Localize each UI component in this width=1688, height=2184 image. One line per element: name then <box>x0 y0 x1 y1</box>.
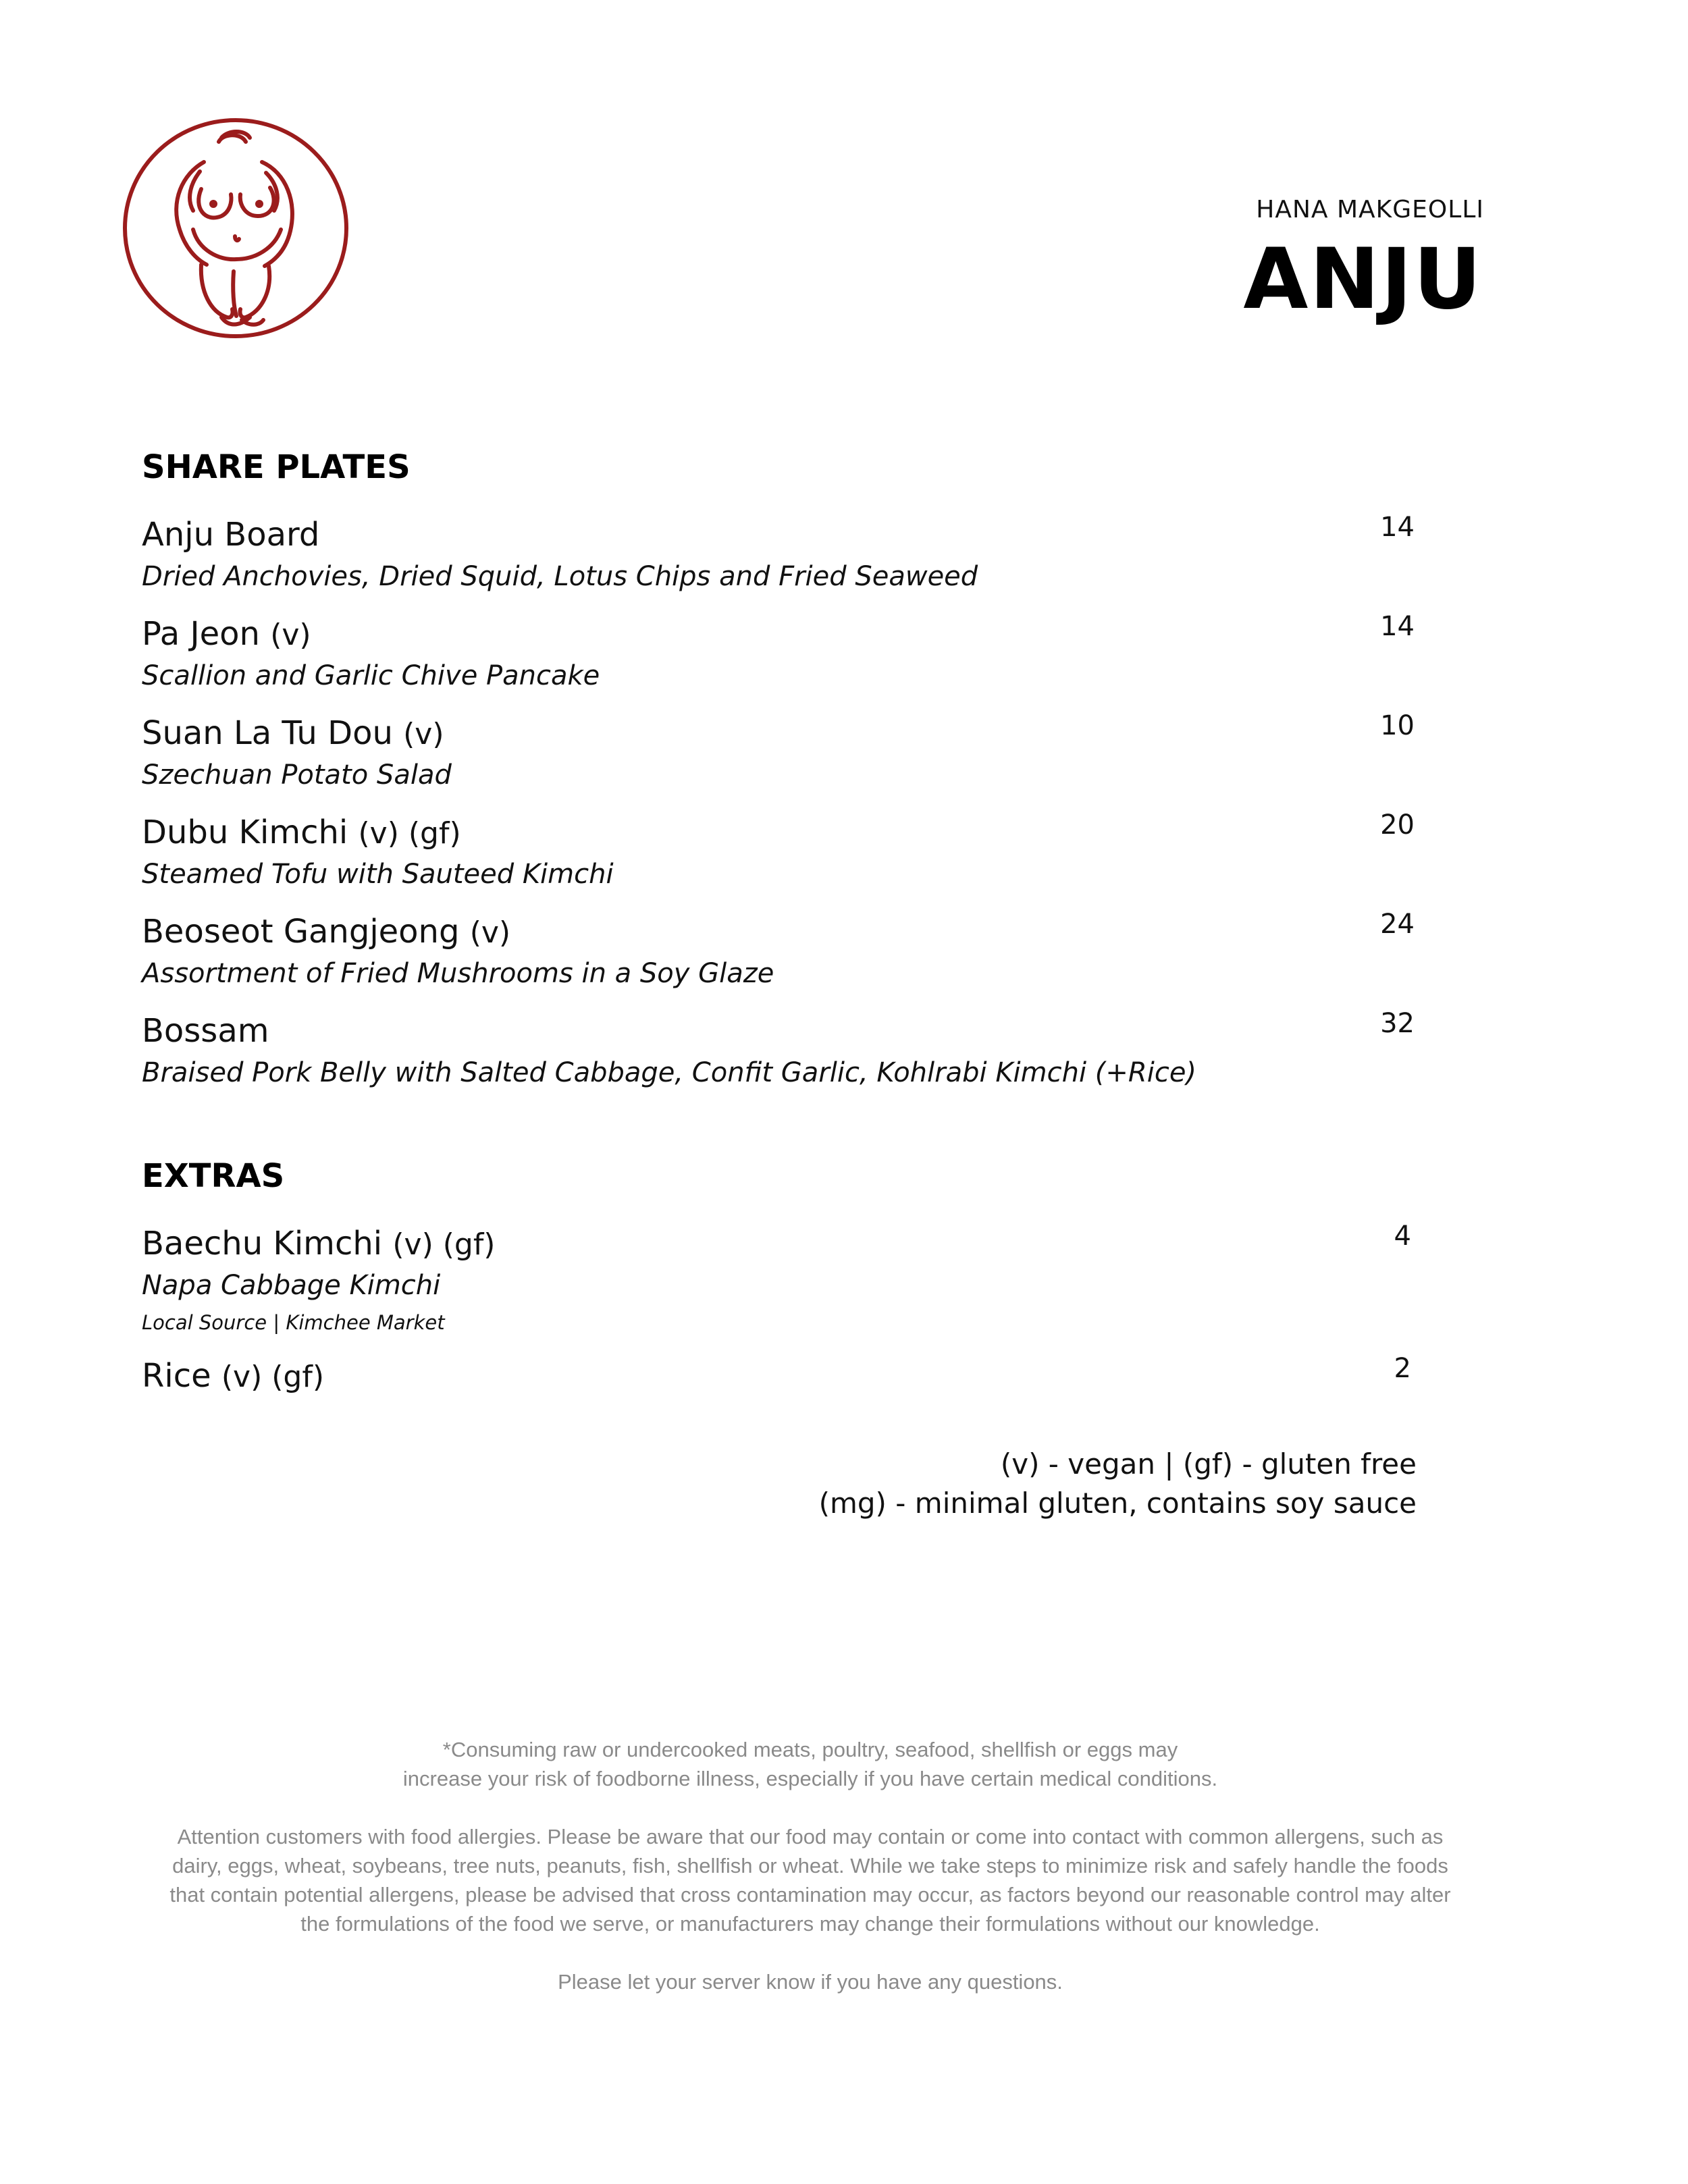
dietary-tags: (v) (gf) <box>358 816 461 851</box>
dietary-tags: (v) (gf) <box>392 1227 496 1262</box>
allergy-notice: Attention customers with food allergies. Please be aware that our food may contain or come into contact with common allergens, such as dairy, eggs, wheat, soybeans, tree nuts, peanuts, fish, shellfish or wheat. While we take steps to minimize risk and safely handle the foods that contain potential allergens, please be advised that cross contamination may occur, as factors beyond our reasonable control may alter the formulations of the food we serve, or manufacturers may change their formulations without our knowledge. <box>169 1825 1451 1936</box>
item-price: 14 <box>1380 512 1415 543</box>
consumer-advisory: *Consuming raw or undercooked meats, poultry, seafood, shellfish or eggs may increase your risk of foodborne illness, especially if you have certain medical conditions. <box>402 1738 1218 1790</box>
dietary-tags: (v) <box>270 618 311 652</box>
dietary-tags: (v) <box>403 717 444 751</box>
item-price: 2 <box>1394 1353 1411 1384</box>
share-plates-section <box>142 448 1425 1111</box>
item-name: Suan La Tu Dou (v) <box>142 714 444 752</box>
menu-item <box>142 1221 1425 1357</box>
extras-section <box>142 1157 1425 1456</box>
item-price: 32 <box>1380 1008 1415 1039</box>
item-price: 4 <box>1394 1221 1411 1252</box>
section-title: EXTRAS <box>142 1157 285 1195</box>
item-source: Local Source | Kimchee Market <box>142 1311 445 1334</box>
item-name: Anju Board <box>142 516 320 554</box>
dietary-legend <box>819 1445 1417 1523</box>
item-name: Beoseot Gangjeong (v) <box>142 913 511 951</box>
restaurant-name: HANA MAKGEOLLI <box>1256 196 1484 223</box>
legend-line: (v) - vegan | (gf) - gluten free <box>1000 1447 1417 1481</box>
item-name: Dubu Kimchi (v) (gf) <box>142 814 461 851</box>
item-description: Szechuan Potato Salad <box>142 760 452 791</box>
figure-in-circle-logo <box>120 115 351 342</box>
questions-note: Please let your server know if you have any questions. <box>558 1970 1063 1994</box>
menu-item <box>142 809 1425 913</box>
item-name: Baechu Kimchi (v) (gf) <box>142 1225 496 1262</box>
menu-item <box>142 1353 1425 1456</box>
item-price: 10 <box>1380 710 1415 741</box>
item-name: Bossam <box>142 1012 269 1050</box>
item-price: 24 <box>1380 909 1415 940</box>
page-title: ANJU <box>1243 231 1483 328</box>
item-description: Dried Anchovies, Dried Squid, Lotus Chips and Fried Seaweed <box>142 561 978 592</box>
item-description: Assortment of Fried Mushrooms in a Soy Glaze <box>142 958 774 989</box>
item-name: Rice (v) (gf) <box>142 1357 324 1395</box>
item-description: Braised Pork Belly with Salted Cabbage, Confit Garlic, Kohlrabi Kimchi (+Rice) <box>142 1057 1197 1088</box>
item-description: Steamed Tofu with Sauteed Kimchi <box>142 859 614 890</box>
item-price: 20 <box>1380 809 1415 841</box>
menu-item <box>142 1008 1425 1111</box>
menu-item <box>142 512 1425 615</box>
item-price: 14 <box>1380 611 1415 642</box>
dietary-tags: (v) <box>469 915 511 950</box>
legend-line: (mg) - minimal gluten, contains soy sauce <box>818 1487 1417 1520</box>
item-name: Pa Jeon (v) <box>142 615 311 653</box>
menu-item <box>142 710 1425 814</box>
footer-disclaimer <box>101 1735 1519 2025</box>
item-description: Scallion and Garlic Chive Pancake <box>142 660 600 691</box>
dietary-tags: (v) (gf) <box>221 1360 324 1394</box>
menu-item <box>142 909 1425 1012</box>
section-title: SHARE PLATES <box>142 448 411 486</box>
item-description: Napa Cabbage Kimchi <box>142 1270 441 1301</box>
menu-item <box>142 611 1425 714</box>
